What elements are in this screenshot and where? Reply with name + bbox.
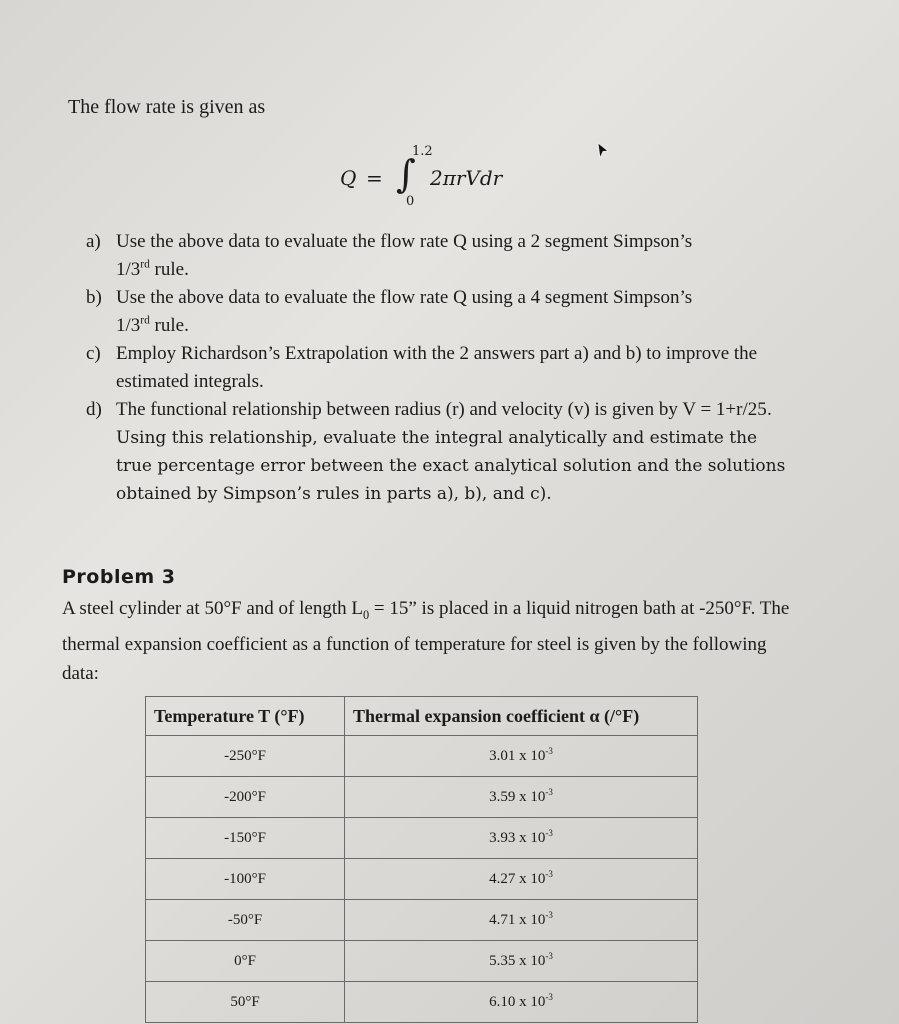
part-b-line1: Use the above data to evaluate the flow rate Q using a 4 segment Simpson’s (116, 287, 693, 308)
part-marker: c) (86, 343, 101, 364)
part-marker: b) (86, 287, 102, 308)
part-b-line2-end: rule. (149, 315, 189, 336)
formula-lhs: Q (340, 166, 357, 190)
coefficient-cell: 3.59 x $10^{-3}$ (345, 777, 698, 818)
temperature-cell: 50°F (146, 982, 345, 1023)
flow-rate-formula (340, 144, 540, 209)
length-subscript: 0 (362, 607, 370, 622)
coefficient-cell: 6.10 x $10^{-3}$ (345, 982, 698, 1023)
thermal-expansion-table (145, 696, 698, 1023)
temperature-cell: -50°F (146, 900, 345, 941)
table-row (146, 900, 698, 941)
part-a-line1: Use the above data to evaluate the flow rate Q using a 2 segment Simpson’s (116, 231, 693, 252)
part-c (86, 340, 786, 396)
coefficient-cell: 3.01 x $10^{-3}$ (345, 736, 698, 777)
coefficient-cell: 4.27 x $10^{-3}$ (345, 859, 698, 900)
part-d (86, 396, 786, 508)
table-row (146, 777, 698, 818)
column-header-temperature: Temperature T (°F) (146, 697, 345, 736)
table-row (146, 941, 698, 982)
question-parts (86, 228, 786, 508)
part-d-text-cont: . Using this relationship, evaluate the integral analytically and estimate the true percentage error between the exact analytical solution and the solutions obtained by Simpson’s rules in parts a), b), and c). (116, 400, 786, 504)
problem-3-statement: A steel cylinder at 50°F and of length $L_0 = 15$” is placed in a liquid nitrogen bath at -250°F. The thermal expansion coefficient as a function of temperature for steel is given by the following data: (62, 598, 790, 684)
part-a-line2-end: rule. (149, 259, 189, 280)
upper-limit: 1.2 (412, 144, 433, 159)
table-row (146, 859, 698, 900)
formula-equals: = (366, 166, 383, 190)
intro-text: The flow rate is given as (68, 96, 266, 118)
temperature-cell: 0°F (146, 941, 345, 982)
table-row (146, 736, 698, 777)
table-row (146, 982, 698, 1023)
part-b-line2: 1/3 (116, 315, 141, 336)
temperature-cell: -150°F (146, 818, 345, 859)
part-a (86, 228, 786, 284)
coefficient-cell: 5.35 x $10^{-3}$ (345, 941, 698, 982)
part-a-line2: 1/3 (116, 259, 141, 280)
problem-3-title: Problem 3 (62, 566, 176, 588)
ordinal-suffix: rd (140, 258, 150, 271)
table-header-row (146, 697, 698, 736)
integral-sign: ∫ (396, 152, 416, 196)
lower-limit: 0 (406, 194, 415, 209)
coefficient-cell: 3.93 x $10^{-3}$ (345, 818, 698, 859)
part-b (86, 284, 786, 340)
part-marker: d) (86, 399, 102, 420)
temperature-cell: -100°F (146, 859, 345, 900)
part-marker: a) (86, 231, 101, 252)
temperature-cell: -250°F (146, 736, 345, 777)
integrand: 2πrVdr (430, 166, 503, 190)
temperature-cell: -200°F (146, 777, 345, 818)
table-row (146, 818, 698, 859)
part-d-text: The functional relationship between radius (r) and velocity (v) is given by V = 1+r/25 (116, 399, 767, 420)
mouse-cursor-icon (596, 142, 610, 160)
column-header-coefficient: Thermal expansion coefficient α (/°F) (345, 697, 698, 736)
part-c-text: Employ Richardson’s Extrapolation with the 2 answers part a) and b) to improve the estimated integrals. (116, 343, 758, 392)
ordinal-suffix: rd (140, 314, 150, 327)
coefficient-cell: 4.71 x $10^{-3}$ (345, 900, 698, 941)
